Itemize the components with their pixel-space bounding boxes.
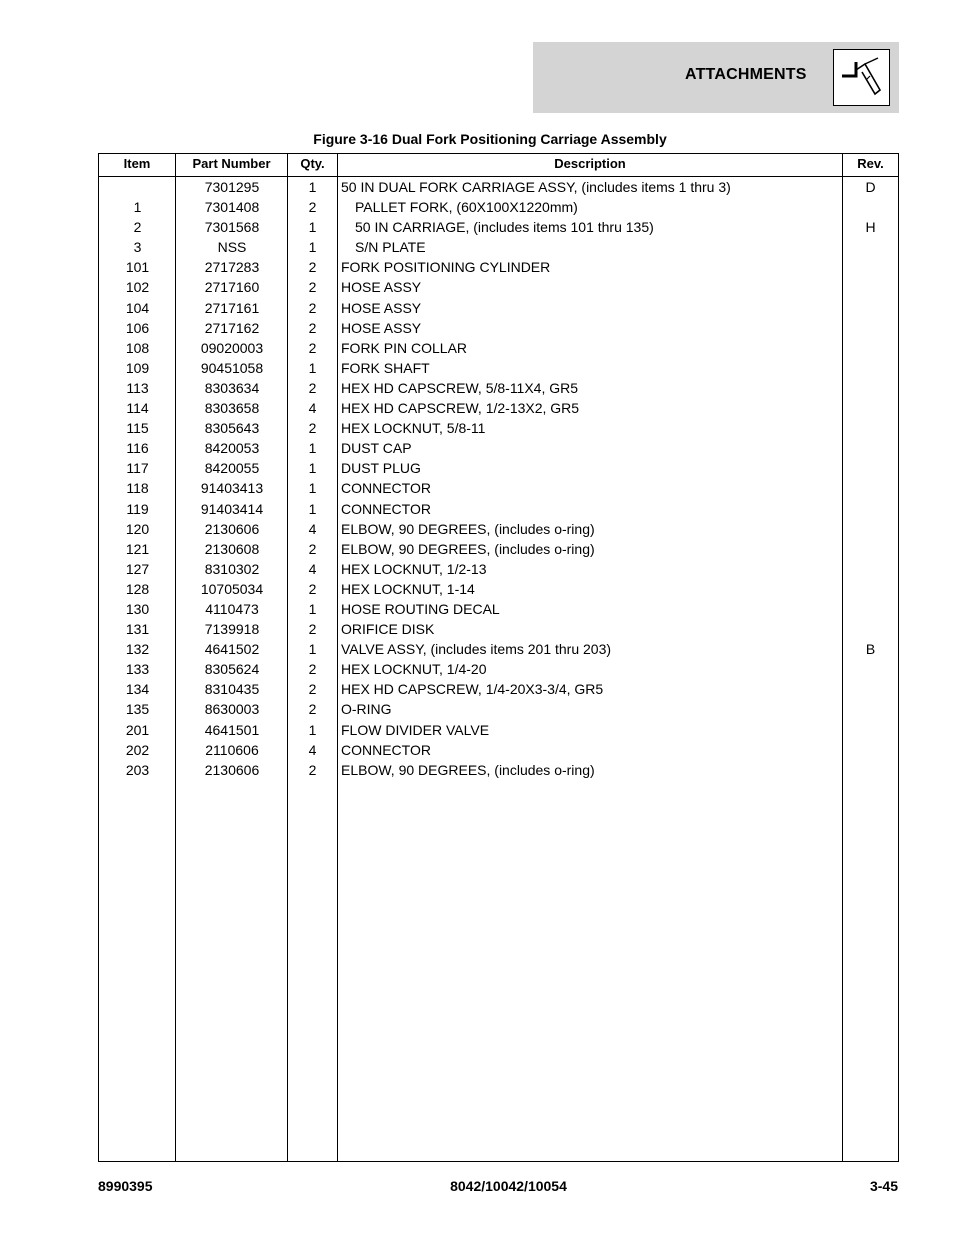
description-cell: HEX HD CAPSCREW, 1/2-13X2, GR5	[341, 400, 580, 417]
item-cell: 201	[125, 721, 150, 738]
part-number-cell: 2130606	[204, 520, 260, 537]
part-number-cell: 2717162	[204, 319, 260, 336]
item-cell: 117	[126, 460, 149, 477]
description-cell: HEX LOCKNUT, 1/4-20	[341, 661, 487, 678]
qty-cell: 1	[308, 480, 317, 497]
part-number-cell: 4110473	[205, 600, 259, 617]
part-number-cell: 2110606	[205, 741, 259, 758]
table-row	[99, 318, 898, 338]
qty-cell: 2	[308, 540, 317, 557]
figure-title: Figure 3-16 Dual Fork Positioning Carriage Assembly	[313, 131, 667, 147]
footer-page-number: 3-45	[869, 1178, 898, 1194]
description-cell: CONNECTOR	[341, 500, 431, 517]
description-cell: HEX LOCKNUT, 1/2-13	[341, 560, 487, 577]
item-cell: 1	[133, 199, 142, 216]
part-number-cell: 8303658	[204, 400, 260, 417]
part-number-cell: 7301408	[204, 199, 260, 216]
item-cell: 134	[125, 681, 150, 698]
table-row	[99, 478, 898, 498]
description-cell: ORIFICE DISK	[341, 621, 435, 638]
table-row	[99, 358, 898, 378]
parts-table	[98, 153, 899, 1162]
table-row	[99, 740, 898, 760]
part-number-cell: 2130606	[204, 761, 260, 778]
part-number-cell: 2130608	[204, 540, 260, 557]
qty-cell: 4	[308, 520, 317, 537]
part-number-cell: 2717161	[204, 299, 260, 316]
part-number-cell: 8310435	[204, 681, 260, 698]
part-number-cell: 2717160	[204, 279, 260, 296]
part-number-cell: 8630003	[204, 701, 260, 718]
qty-cell: 1	[308, 460, 317, 477]
item-cell: 135	[125, 701, 150, 718]
item-cell: 132	[125, 641, 150, 658]
item-cell: 106	[125, 319, 150, 336]
part-number-cell: 4641501	[204, 721, 260, 738]
description-cell: DUST PLUG	[341, 460, 421, 477]
part-number-cell: 09020003	[200, 339, 264, 356]
part-number-cell: 8305624	[204, 661, 260, 678]
item-cell: 3	[133, 239, 142, 256]
table-row	[99, 559, 898, 579]
footer-model-numbers: 8042/10042/10054	[450, 1178, 567, 1194]
description-cell: FORK SHAFT	[341, 359, 430, 376]
qty-cell: 2	[308, 580, 317, 597]
description-cell: FORK PIN COLLAR	[341, 339, 468, 356]
qty-cell: 1	[308, 239, 317, 256]
table-row	[99, 458, 898, 478]
description-cell: 50 IN DUAL FORK CARRIAGE ASSY, (includes items 1 thru 3)	[341, 179, 731, 195]
item-cell: 203	[125, 761, 150, 778]
table-row	[99, 298, 898, 318]
attachment-fork-icon	[833, 49, 890, 106]
footer-document-number: 8990395	[98, 1178, 153, 1194]
part-number-cell: 91403413	[200, 480, 264, 497]
description-cell: CONNECTOR	[341, 480, 431, 497]
table-row	[99, 579, 898, 599]
qty-cell: 1	[308, 500, 317, 517]
item-cell: 127	[125, 560, 150, 577]
qty-cell: 2	[308, 339, 317, 356]
description-cell: FORK POSITIONING CYLINDER	[341, 259, 551, 276]
table-row	[99, 217, 898, 237]
table-row	[99, 519, 898, 539]
description-cell: HEX HD CAPSCREW, 1/4-20X3-3/4, GR5	[341, 681, 604, 698]
description-cell: HEX LOCKNUT, 1-14	[341, 580, 475, 597]
table-row	[99, 338, 898, 358]
qty-cell: 1	[308, 179, 317, 195]
table-row	[99, 177, 898, 197]
column-header-description: Description	[554, 156, 626, 171]
item-cell: 128	[125, 580, 150, 597]
description-cell: S/N PLATE	[355, 239, 426, 256]
column-header-item: Item	[123, 156, 151, 171]
table-row	[99, 639, 898, 659]
qty-cell: 2	[308, 279, 317, 296]
table-row	[99, 257, 898, 277]
description-cell: HEX HD CAPSCREW, 5/8-11X4, GR5	[341, 379, 579, 396]
table-row	[99, 760, 898, 780]
qty-cell: 2	[308, 259, 317, 276]
description-cell: DUST CAP	[341, 440, 412, 457]
table-row	[99, 699, 898, 719]
part-number-cell: 10705034	[200, 580, 264, 597]
description-cell: HOSE ASSY	[341, 299, 422, 316]
qty-cell: 2	[308, 420, 317, 437]
item-cell: 102	[125, 279, 150, 296]
qty-cell: 2	[308, 379, 317, 396]
description-cell: HOSE ASSY	[341, 279, 422, 296]
qty-cell: 4	[308, 560, 317, 577]
description-cell: ELBOW, 90 DEGREES, (includes o-ring)	[341, 761, 595, 778]
table-row	[99, 679, 898, 699]
table-row	[99, 659, 898, 679]
column-header-qty: Qty.	[300, 156, 325, 171]
qty-cell: 2	[308, 681, 317, 698]
part-number-cell: 90451058	[200, 359, 264, 376]
qty-cell: 2	[308, 661, 317, 678]
part-number-cell: 2717283	[204, 259, 260, 276]
table-row	[99, 499, 898, 519]
item-cell: 108	[125, 339, 150, 356]
table-row	[99, 237, 898, 257]
item-cell: 118	[126, 480, 149, 497]
table-row	[99, 197, 898, 217]
table-row	[99, 619, 898, 639]
part-number-cell: 8305643	[204, 420, 260, 437]
rev-cell: B	[865, 641, 876, 658]
item-cell: 116	[126, 440, 149, 457]
table-row	[99, 438, 898, 458]
qty-cell: 4	[308, 400, 317, 417]
qty-cell: 2	[308, 621, 317, 638]
qty-cell: 1	[308, 359, 317, 376]
part-number-cell: 8420055	[204, 460, 260, 477]
rev-cell: H	[865, 219, 876, 236]
part-number-cell: 7139918	[204, 621, 260, 638]
column-header-part-number: Part Number	[192, 156, 271, 171]
table-row	[99, 277, 898, 297]
item-cell: 113	[126, 379, 149, 396]
description-cell: HOSE ASSY	[341, 319, 422, 336]
item-cell: 114	[126, 400, 149, 417]
table-body	[99, 177, 898, 780]
qty-cell: 1	[308, 641, 317, 658]
section-title: ATTACHMENTS	[685, 66, 807, 83]
qty-cell: 2	[308, 319, 317, 336]
item-cell: 121	[125, 540, 150, 557]
qty-cell: 1	[308, 219, 317, 236]
part-number-cell: 7301295	[204, 179, 260, 195]
qty-cell: 2	[308, 761, 317, 778]
item-cell: 130	[125, 600, 150, 617]
qty-cell: 4	[308, 741, 317, 758]
part-number-cell: 7301568	[204, 219, 260, 236]
description-cell: CONNECTOR	[341, 741, 431, 758]
part-number-cell: 4641502	[204, 641, 260, 658]
column-header-rev: Rev.	[857, 156, 884, 171]
part-number-cell: 8310302	[204, 560, 260, 577]
description-cell: ELBOW, 90 DEGREES, (includes o-ring)	[341, 540, 595, 557]
qty-cell: 2	[308, 299, 317, 316]
description-cell: HOSE ROUTING DECAL	[341, 600, 500, 617]
item-cell: 115	[126, 420, 149, 437]
item-cell: 109	[125, 359, 150, 376]
part-number-cell: NSS	[217, 239, 247, 256]
part-number-cell: 91403414	[200, 500, 264, 517]
qty-cell: 2	[308, 199, 317, 216]
description-cell: HEX LOCKNUT, 5/8-11	[341, 420, 486, 437]
part-number-cell: 8420053	[204, 440, 260, 457]
item-cell: 119	[126, 500, 149, 517]
table-row	[99, 539, 898, 559]
part-number-cell: 8303634	[204, 379, 260, 396]
table-row	[99, 378, 898, 398]
qty-cell: 1	[308, 440, 317, 457]
qty-cell: 1	[308, 600, 317, 617]
description-cell: VALVE ASSY, (includes items 201 thru 203)	[341, 641, 612, 658]
table-row	[99, 599, 898, 619]
description-cell: FLOW DIVIDER VALVE	[341, 721, 490, 738]
qty-cell: 1	[308, 721, 317, 738]
description-cell: ELBOW, 90 DEGREES, (includes o-ring)	[341, 520, 595, 537]
item-cell: 131	[125, 621, 150, 638]
item-cell: 133	[125, 661, 150, 678]
table-row	[99, 720, 898, 740]
qty-cell: 2	[308, 701, 317, 718]
section-header	[533, 42, 899, 113]
item-cell: 202	[125, 741, 150, 758]
table-row	[99, 398, 898, 418]
rev-cell: D	[865, 179, 876, 195]
item-cell: 104	[125, 299, 150, 316]
description-cell: PALLET FORK, (60X100X1220mm)	[355, 199, 578, 216]
item-cell: 120	[125, 520, 150, 537]
description-cell: O-RING	[341, 701, 392, 718]
item-cell: 101	[125, 259, 150, 276]
description-cell: 50 IN CARRIAGE, (includes items 101 thru 135)	[355, 219, 654, 236]
item-cell: 2	[133, 219, 142, 236]
table-row	[99, 418, 898, 438]
